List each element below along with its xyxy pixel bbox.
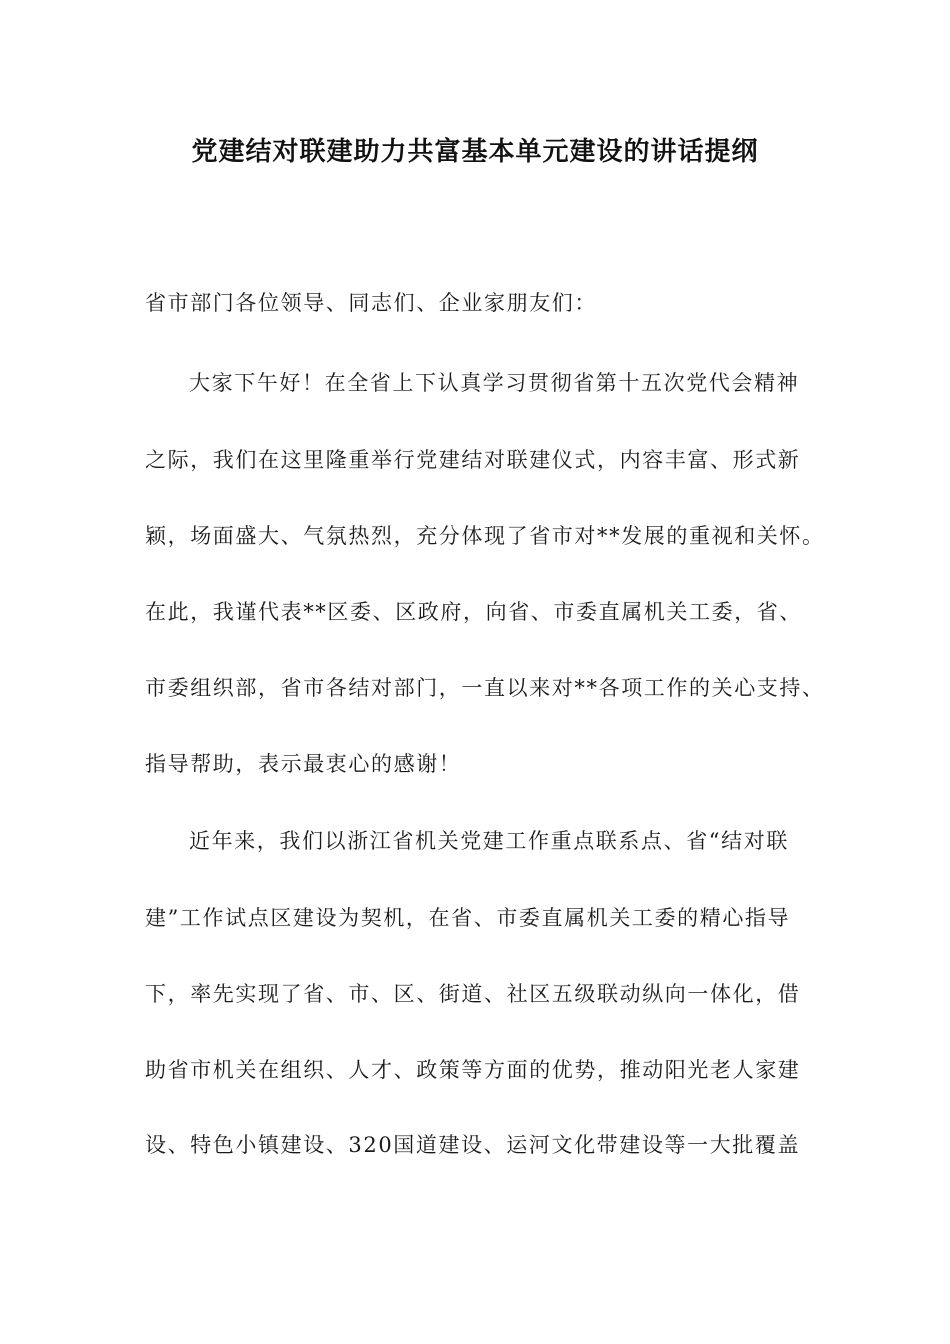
- paragraph-line: 助省市机关在组织、人才、政策等方面的优势，推动阳光老人家建: [145, 1058, 801, 1082]
- paragraph-line: 大家下午好！在全省上下认真学习贯彻省第十五次党代会精神: [189, 371, 800, 395]
- paragraph-line: 设、特色小镇建设、320国道建设、运河文化带建设等一大批覆盖: [145, 1133, 801, 1157]
- paragraph-line: 指导帮助，表示最衷心的感谢！: [145, 752, 462, 776]
- salutation-line: 省市部门各位领导、同志们、企业家朋友们：: [145, 291, 597, 315]
- paragraph-line: 市委组织部，省市各结对部门，一直以来对**各项工作的关心支持、: [145, 676, 825, 700]
- paragraph-line: 之际，我们在这里隆重举行党建结对联建仪式，内容丰富、形式新: [145, 448, 801, 472]
- paragraph-line: 在此，我谨代表**区委、区政府，向省、市委直属机关工委，省、: [145, 600, 802, 624]
- document-title: 党建结对联建助力共富基本单元建设的讲话提纲: [191, 137, 759, 167]
- paragraph-line: 下，率先实现了省、市、区、街道、社区五级联动纵向一体化，借: [145, 982, 801, 1006]
- paragraph-line: 建”工作试点区建设为契机，在省、市委直属机关工委的精心指导: [145, 906, 791, 930]
- paragraph-line: 近年来，我们以浙江省机关党建工作重点联系点、省“结对联: [189, 829, 789, 853]
- paragraph-line: 颖，场面盛大、气氛热烈，充分体现了省市对**发展的重视和关怀。: [145, 524, 825, 548]
